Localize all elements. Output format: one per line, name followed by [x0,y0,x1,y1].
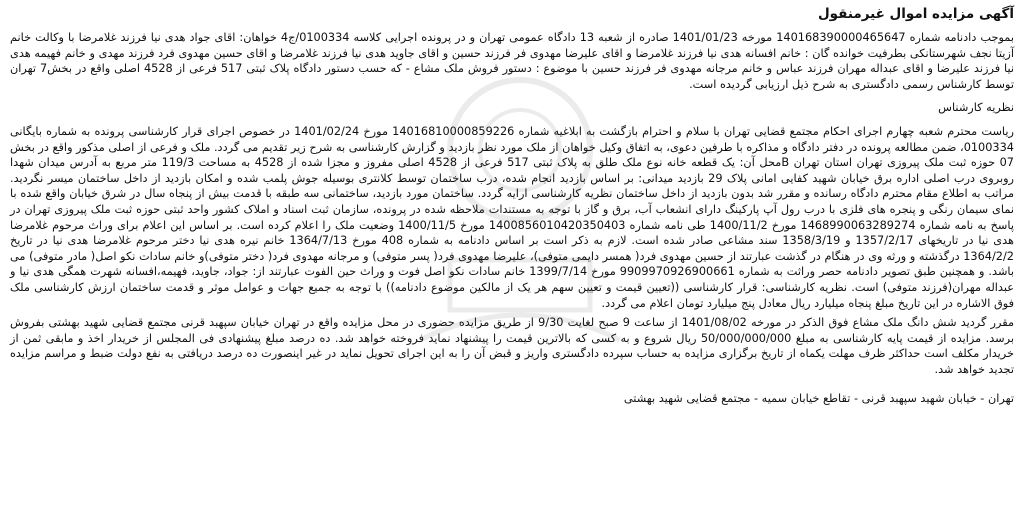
notice-intro-paragraph: بموجب دادنامه شماره 140168390000465647 مورخه 1401/01/23 صادره از شعبه 13 دادگاه عمومی تهران و در پرونده اجرایی کلاسه 0100334/ج4 خواهان: اقای جواد هدی نیا فرزند غلامرضا با وکالت خانم آزیتا نجف شهرستانکی بطرفیت خوانده گان : خانم افسانه هدی نیا فرزند غلامرضا و اقای علیرضا مهدوی فر فرزند حسین و اقای جاوید هدی نیا فرزند غلامرضا و اقای حسین مهدوی فرد فرزند مهدی و خانم فهیمه هدی نیا فرزند علیرضا و اقای عبداله مهران فرزند عباس و خانم مرجانه مهدوی فر فرزند حسین با موضوع : دستور فروش ملک مشاع - که حسب دستور دادگاه پلاک ثبتی 517 فرعی از 4528 اصلی واقع در بخش7 تهران توسط کارشناس رسمی دادگستری به شرح ذیل ارزیابی گردیده است. [10,31,1014,91]
auction-terms-paragraph: مقرر گردید شش دانگ ملک مشاع فوق الذکر در مورخه 1401/08/02 از ساعت 9 صبح لغایت 9/30 از طریق مزایده حضوری در محل مزایده واقع در تهران خیابان سپهبد قرنی مجتمع قضایی شهید بهشتی بفروش برسد. مزایده از قیمت پایه کارشناسی به مبلغ 50/000/000/000 ریال شروع و به کسی که بالاترین قیمت را پیشنهاد نماید فروخته خواهد شد. ده درصد مبلغ پیشنهادی فی المجلس از خریدار اخذ و مابقی ثمن از خریدار مکلف است حداکثر ظرف مهلت یکماه از تاریخ برگزاری مزایده به حساب سپرده دادگستری واریز و قبض آن را به این اجرای تحویل نماید در غیر اینصورت ده درصد دریافتی به نفع دولت ضبط و مراسم مزایده تجدید خواهد شد. [10,316,1015,376]
address-line: تهران - خیابان شهید سپهبد قرنی - تقاطع خیابان سمیه - مجتمع قضایی شهید بهشتی [623,392,1014,406]
notice-title: آگهی مزایده اموال غیرمنقول [817,6,1014,22]
expert-opinion-heading: نظریه کارشناس [938,101,1014,115]
expert-opinion-paragraph: ریاست محترم شعبه چهارم اجرای احکام مجتمع قضایی تهران با سلام و احترام بازگشت به ابلاغیه شماره 14016810000859226 مورخ 1401/02/24 در خصوص اجرای قرار کارشناسی پرونده به شماره بایگانی 0100334، ضمن مطالعه پرونده در دفتر دادگاه و مذاکره با طرفین دعوی، به اتفاق وکیل خواهان از ملک مورد نظر بازدید و گزارش کارشناسی به شرح زیر تقدیم می گردد. ملک و فرعی از اصلی مذکور واقع در بخش 07 حوزه ثبت ملک پیروزی تهران استان تهران Bمحل آن: یک قطعه خانه نوع ملک طلق به پلاک ثبتی 517 فرعی از 4528 اصلی مفروز و مجزا شده از 4528 به مساحت 119/3 متر مربع به آدرس میدان شهدا روبروی درب اصلی اداره برق خیابان شهید کفایی امانی پلاک 29 بازدید میدانی: بر اساس بازدید انجام شده، درب ساختمان توسط کلانتری بوسیله جوش پلمب شده و امکان بازدید از داخل ساختمان میسر نگردید. مراتب به اطلاع مقام محترم دادگاه رسانده و مقرر شد بدون بازدید از داخل ساختمان نظریه کارشناسی ارایه گردد. ساختمان مورد بازدید، ساختمانی سه طبقه با قدمت بیش از پنجاه سال در شرق خیابان واقع شده با نمای سیمان رنگی و پنجره های فلزی با درب رول آپ پارکینگ دارای انشعاب آب، برق و گاز با توجه به مستندات ملاحظه شده در پرونده، سازمان ثبت اسناد و املاک کشور واحد ثبتی حوزه ثبت ملک پیروزی تهران در پاسخ به نامه شماره 1468990063289274 مورخ 1400/11/2 طی نامه شماره 1400856010420350403 مورخ 1400/11/5 وضعیت ملک را اعلام کرده است. بر اساس این اعلام برای وراث مرحوم غلامرضا هدی نیا در تاریخهای 1357/2/17 و 1358/3/19 سند مشاعی صادر شده است. لازم به ذکر است بر اساس دادنامه به شماره 408 مورخ 1364/7/13 خانم نیره هدی نیا دختر مرحوم غلامرضا هدی نیا در تاریخ 1364/2/2 درگذشته و ورثه وی در هنگام در گذشت عبارتند از حسین مهدوی فرد( همسر دایمی متوفی)، علیرضا مهدوی فرد( پسر متوفی) و مرجانه مهدوی فرد( دختر متوفی)و خانم سادات نکو اصل( مادر متوفی) می باشد. و همچنین طبق تصویر دادنامه حصر وراثت به شماره 9909970926900661 مورخ 1399/7/14 خانم سادات نکو اصل فوت و وراث حین الفوت عبارتند از: جواد، جاوید، فهیمه،افسانه شهرت همگی هدی نیا و عبداله مهران(فرزند متوفی) است. نظریه کارشناسی: قرار کارشناسی ((تعیین قیمت و تعیین سهم هر یک از مالکین موضوع دادنامه)) با توجه به جمیع جهات و عوامل موثر و قدمت ساختمان ارزش کارشناسی ملک فوق الاشاره در این تاریخ مبلغ پنجاه میلیارد ریال معادل پنج میلیارد تومان اعلام می گردد. [10,124,1015,310]
